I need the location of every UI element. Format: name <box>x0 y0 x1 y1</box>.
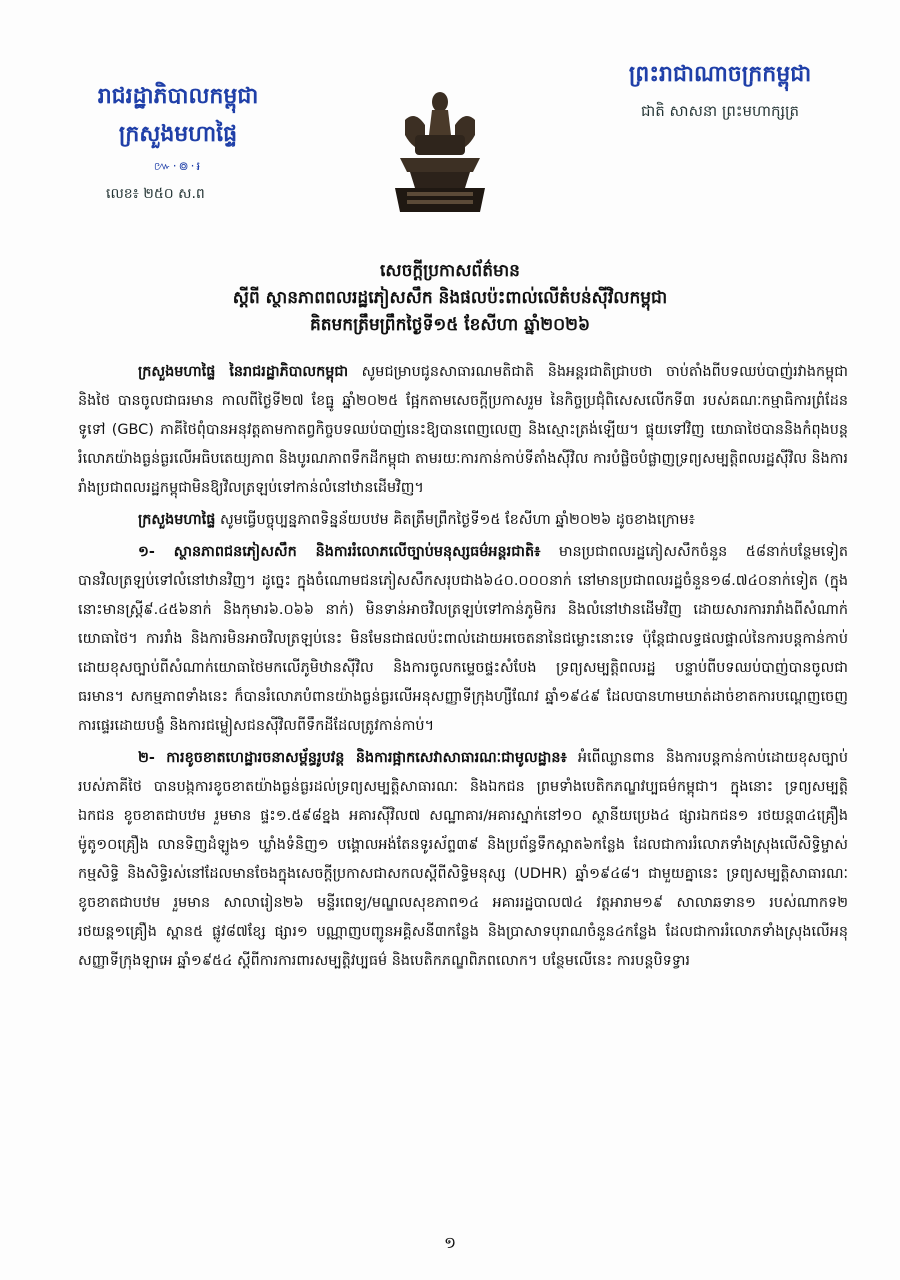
national-motto: ជាតិ សាសនា ព្រះមហាក្សត្រ <box>640 102 800 120</box>
paragraph-update-text: សូមធ្វើបច្ចុប្បន្នភាពទិន្នន័យបឋម គិតត្រឹមព្រឹកថ្ងៃទី១៥ ខែសីហា ឆ្នាំ២០២៦ ដូចខាងក្រោម៖ <box>215 512 695 528</box>
government-name: រាជរដ្ឋាភិបាលកម្ពុជា <box>97 83 259 109</box>
page-number: ១ <box>443 1233 457 1252</box>
press-release-title <box>60 258 840 339</box>
paragraph-intro-lead: ក្រសួងមហាផ្ទៃ នៃរាជរដ្ឋាភិបាលកម្ពុជា <box>138 364 349 380</box>
ministry-header <box>78 82 278 205</box>
kingdom-header <box>600 60 840 124</box>
ministry-name: ក្រសួងមហាផ្ទៃ <box>118 121 238 147</box>
title-line-1: សេចក្តីប្រកាសព័ត៌មាន <box>380 261 520 281</box>
section-2-text: អំពើឈ្លានពាន និងការបន្តកាន់កាប់ដោយខុសច្បាប់របស់ភាគីថៃ បានបង្កការខូចខាតយ៉ាងធ្ងន់ធ្ងរដល់ទ្រព្យសម្បត្តិសាធារណៈ និងឯកជន ព្រមទាំងបេតិកភណ្ឌវប្បធម៌កម្ពុជា។ ក្នុងនោះ ទ្រព្យសម្បត្តិឯកជន ខូចខាតជាបឋម រួមមាន ផ្ទះ១.៥៩៨ខ្នង អគារស៊ីវិល៧ សណ្ឋាគារ/អគារស្នាក់នៅ១០ ស្ថានីយប្រេង៤ ផ្សារឯកជន១ រថយន្ត៣៤គ្រឿង ម៉ូតូ១០គ្រឿង លានទិញដំឡូង១ ឃ្លាំងទំនិញ១ បង្គោលអង់តែនទូរស័ព្ទ៣៩ និងប្រព័ន្ធទឹកស្អាត៦កន្លែង ដែលជាការរំលោភទាំងស្រុងលើសិទ្ធិម្ចាស់កម្មសិទ្ធិ និងសិទ្ធិរស់នៅដែលមានចែងក្នុងសេចក្តីប្រកាសជាសកលស្តីពីសិទ្ធិមនុស្ស (UDHR) ឆ្នាំ១៩៤៨។ ជាមួយគ្នានេះ ទ្រព្យសម្បត្តិសាធារណៈ ខូចខាតជាបឋម រួមមាន សាលារៀន២៦ មន្ទីរពេទ្យ/មណ្ឌលសុខភាព១៤ អគាររដ្ឋបាល៧៤ វត្តអារាម១៩ សាលាឆទាន១ របស់ណាកទ២ រថយន្ត១គ្រឿង ស្ពាន៥ ផ្លូវ៨៧ខ្សែ ផ្សារ១ បណ្ណាញបញ្ជូនអគ្គិសនី៣កន្លែង និងប្រាសាទបុរាណចំនួន៤កន្លែង ដែលជាការរំលោភទាំងស្រុងលើអនុសញ្ញាទីក្រុងឡាអេ ឆ្នាំ១៩៥៤ ស្តីពីការការពារសម្បត្តិវប្បធម៌ និងបេតិកភណ្ឌពិភពលោក។ បន្ថែមលើនេះ ការបន្តបិទទ្វារ <box>78 750 848 969</box>
paragraph-update <box>78 506 848 535</box>
section-1-heading: ១- ស្ថានភាពជនភៀសសឹក និងការរំលោភលើច្បាប់មនុស្សធម៌អន្តរជាតិ៖ <box>138 544 541 560</box>
paragraph-update-lead: ក្រសួងមហាផ្ទៃ <box>138 512 216 528</box>
section-2-heading: ២- ការខូចខាតហេដ្ឋារចនាសម្ព័ន្ធរូបវន្ត និងការផ្អាកសេវាសាធារណៈជាមូលដ្ឋាន៖ <box>138 750 567 766</box>
ornament-divider: ៚·៙·៛ <box>153 159 203 173</box>
section-2 <box>78 744 848 976</box>
paragraph-intro-text: សូមជម្រាបជូនសាធារណមតិជាតិ និងអន្តរជាតិជ្រាបថា ចាប់តាំងពីបទឈប់បាញ់រវាងកម្ពុជា និងថៃ បានចូលជាធរមាន កាលពីថ្ងៃទី២៧ ខែធ្នូ ឆ្នាំ២០២៥ ផ្អែកតាមសេចក្តីប្រកាសរួម នៃកិច្ចប្រជុំពិសេសលើកទី៣ របស់គណៈកម្មាធិការព្រំដែនទូទៅ (GBC) ភាគីថៃពុំបានអនុវត្តតាមកាតព្វកិច្ចបទឈប់បាញ់នេះឱ្យបានពេញលេញ និងស្មោះត្រង់ឡើយ។ ផ្ទុយទៅវិញ យោធាថៃបាននិងកំពុងបន្តរំលោភយ៉ាងធ្ងន់ធ្ងរលើអធិបតេយ្យភាព និងបូរណភាពទឹកដីកម្ពុជា តាមរយៈការកាន់កាប់ទីតាំងស៊ីវិល ការបំផ្លិចបំផ្លាញទ្រព្យសម្បត្តិពលរដ្ឋស៊ីវិល និងការរាំងប្រជាពលរដ្ឋកម្ពុជាមិនឱ្យវិលត្រឡប់ទៅកាន់លំនៅឋានដើមវិញ។ <box>78 364 848 496</box>
title-line-3: គិតមកត្រឹមព្រឹកថ្ងៃទី១៥ ខែសីហា ឆ្នាំ២០២៦ <box>309 315 591 335</box>
temple-emblem-icon <box>385 80 495 220</box>
section-1-text: មានប្រជាពលរដ្ឋភៀសសឹកចំនួន ៥៨នាក់បន្ថែមទៀត បានវិលត្រឡប់ទៅលំនៅឋានវិញ។ ដូច្នេះ ក្នុងចំណោមជនភៀសសឹកសរុបជាង៦៤០.០០០នាក់ នៅមានប្រជាពលរដ្ឋចំនួន១៨.៧៤០នាក់ទៀត (ក្នុងនោះមានស្ត្រី៩.៤៥៦នាក់ និងកុមារ៦.០៦៦ នាក់) មិនទាន់អាចវិលត្រឡប់ទៅកាន់ភូមិករ និងលំនៅឋានដើមវិញ ដោយសារការរារាំងពីសំណាក់យោធាថៃ។ ការរាំង និងការមិនអាចវិលត្រឡប់នេះ មិនមែនជាផលប៉ះពាល់ដោយអចេតនានៃជម្លោះនោះទេ ប៉ុន្តែជាលទ្ធផលផ្ទាល់នៃការបន្តកាន់កាប់ដោយខុសច្បាប់ពីសំណាក់យោធាថៃមកលើភូមិឋានស៊ីវិល និងការចូលកម្ទេចផ្ទះសំបែង ទ្រព្យសម្បត្តិពលរដ្ឋ បន្ទាប់ពីបទឈប់បាញ់បានចូលជាធរមាន។ សកម្មភាពទាំងនេះ ក៏បានរំលោភបំពានយ៉ាងធ្ងន់ធ្ងរលើអនុសញ្ញាទីក្រុងហ្សឺណែវ ឆ្នាំ១៩៤៩ ដែលបានហាមឃាត់ដាច់ខាតការបណ្តេញចេញ ការផ្ទេរដោយបង្ខំ និងការជម្លៀសជនស៊ីវិលពីទឹកដីដែលត្រូវកាន់កាប់។ <box>78 544 848 734</box>
paragraph-intro <box>78 358 848 503</box>
kingdom-name: ព្រះរាជាណាចក្រកម្ពុជា <box>628 61 812 87</box>
title-line-2: ស្តីពី ស្ថានភាពពលរដ្ឋភៀសសឹក និងផលប៉ះពាល់លើតំបន់ស៊ីវិលកម្ពុជា <box>232 288 668 308</box>
document-body <box>78 358 848 979</box>
section-1 <box>78 538 848 741</box>
reference-number: លេខ៖ ២៥០ ស.ព <box>106 186 205 202</box>
